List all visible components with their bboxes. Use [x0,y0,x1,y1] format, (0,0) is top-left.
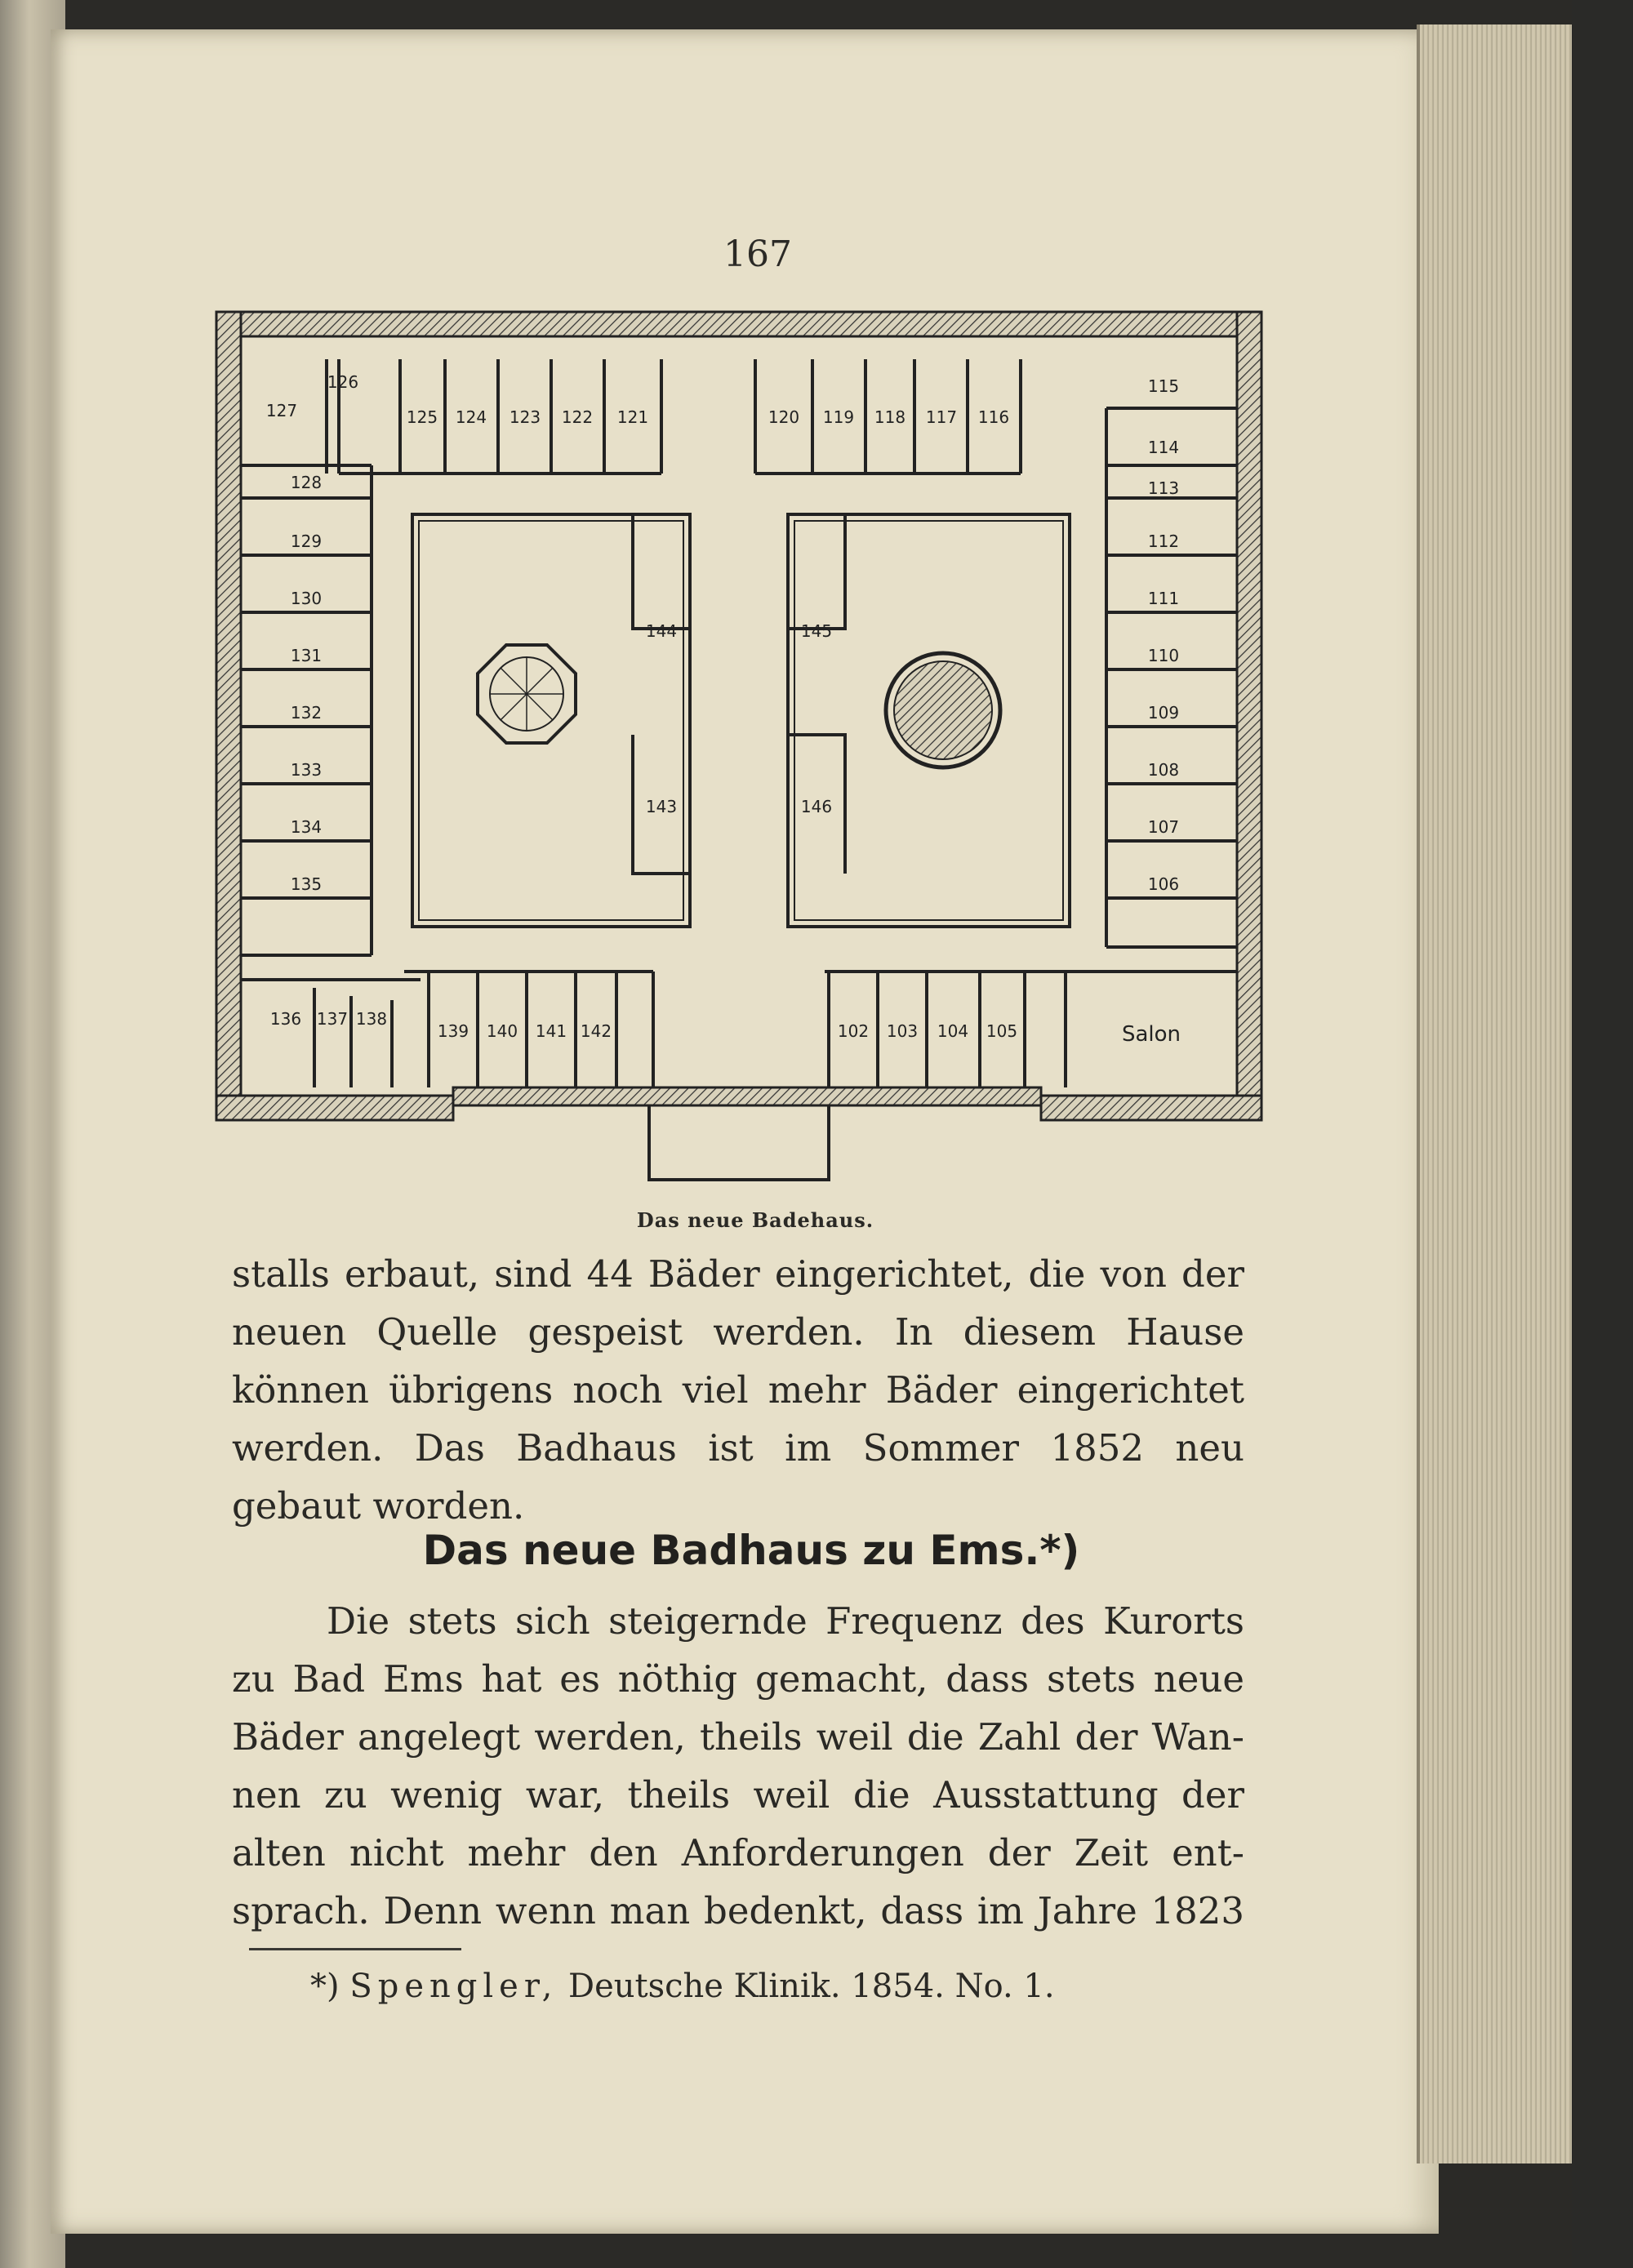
text-line: werden. Das Badhaus ist im Sommer 1852 neu [232,1426,1244,1470]
room-label: 102 [837,1021,870,1041]
room-label: 116 [977,407,1010,427]
room-label: 142 [580,1021,612,1041]
room-label: 104 [937,1021,969,1041]
room-label: 133 [290,760,323,780]
footnote-source: Deutsche Klinik. 1854. No. 1. [568,1968,1055,2005]
text-line: Bäder angelegt werden, theils weil die Zahl der Wan- [232,1715,1244,1759]
salon-label: Salon [1121,1022,1181,1047]
room-label: 115 [1147,376,1180,396]
room-label: 107 [1147,817,1180,837]
room-label: 117 [925,407,958,427]
room-label: 145 [800,621,833,641]
room-label: 106 [1147,874,1180,894]
room-label: 136 [269,1009,302,1029]
text-line: sprach. Denn wenn man bedenkt, dass im Jahre 1823 [232,1889,1244,1932]
background [1572,0,1633,2268]
room-label: 138 [355,1009,388,1029]
room-label: 137 [316,1009,349,1029]
room-label: 108 [1147,760,1180,780]
room-label: 121 [616,407,649,427]
room-label: 129 [290,531,323,551]
text-line: stalls erbaut, sind 44 Bäder eingerichtet, die von der [232,1252,1244,1296]
room-label: 122 [561,407,594,427]
page-stack-edges [1417,24,1575,2163]
text-line: neuen Quelle gespeist werden. In diesem Hause [232,1310,1244,1354]
room-label: 120 [768,407,800,427]
room-label: 134 [290,817,323,837]
room-label: 130 [290,589,323,608]
room-label: 131 [290,646,323,665]
room-label: 144 [645,621,678,641]
room-label: 140 [486,1021,518,1041]
room-label: 139 [437,1021,469,1041]
text-line: alten nicht mehr den Anforderungen der Zeit ent- [232,1831,1244,1874]
room-label: 114 [1147,438,1180,457]
room-label: 125 [406,407,438,427]
room-label: 105 [986,1021,1018,1041]
room-label: 146 [800,797,833,816]
room-label: 118 [874,407,906,427]
page-number: 167 [723,233,792,275]
room-label: 132 [290,703,323,723]
room-label: 109 [1147,703,1180,723]
room-label: 111 [1147,589,1180,608]
room-label: 141 [535,1021,567,1041]
text-line: zu Bad Ems hat es nöthig gemacht, dass stets neue [232,1657,1244,1701]
text-line: gebaut worden. [232,1484,525,1528]
room-label: 128 [290,473,323,492]
figure-caption: Das neue Badehaus. [636,1208,874,1232]
room-label: 112 [1147,531,1180,551]
room-label: 126 [327,372,359,392]
room-label: 127 [265,401,298,420]
room-label: 119 [822,407,855,427]
room-label: 110 [1147,646,1180,665]
footnote-rule [249,1948,461,1950]
footnote-mark: *) [310,1968,340,2005]
text-line: können übrigens noch viel mehr Bäder eingerichtet [232,1368,1244,1412]
room-label: 124 [455,407,487,427]
text-line: nen zu wenig war, theils weil die Ausstattung der [232,1773,1244,1817]
room-label: 123 [509,407,541,427]
footnote [310,1968,1208,2005]
floor-plan-figure [208,302,1270,1192]
room-label: 143 [645,797,678,816]
room-label: 135 [290,874,323,894]
footnote-author: Spengler, [349,1968,558,2005]
text-line: Die stets sich steigernde Frequenz des Kurorts [327,1599,1244,1643]
room-label: 103 [886,1021,919,1041]
section-heading: Das neue Badhaus zu Ems.*) [422,1527,1080,1574]
room-label: 113 [1147,478,1180,498]
